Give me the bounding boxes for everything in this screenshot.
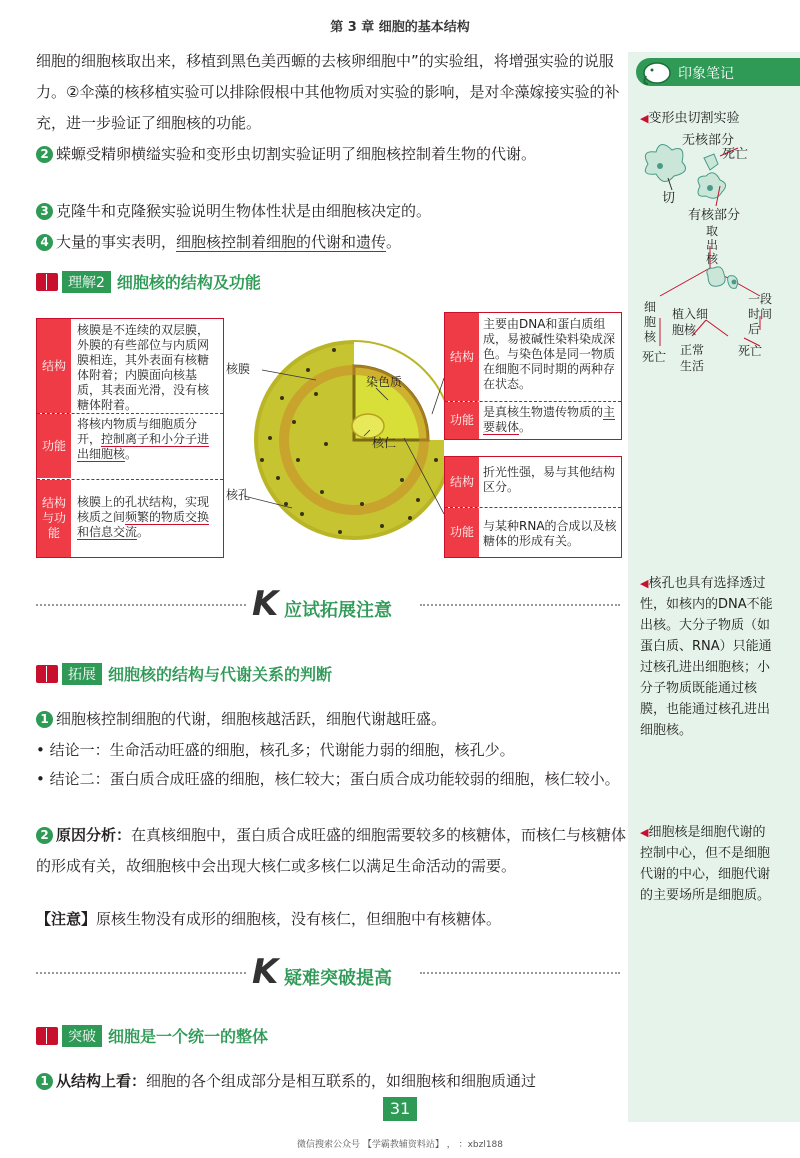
label-die-2: 死亡	[642, 350, 667, 364]
experiment-title: ◀变形虫切割实验	[640, 111, 740, 126]
footer-text: 微信搜索公众号 【学霸教辅资料站】 ， ：xbzl188	[296, 1140, 504, 1150]
label-membrane: 核膜	[226, 362, 251, 376]
nucleolus-structure-text: 折光性强，易与其他结构区分。	[483, 465, 616, 494]
page-number: 31	[383, 1097, 417, 1121]
label-take-out: 取出核	[706, 224, 719, 266]
pore-text: 核膜上的孔状结构，实现核质之间频繁的物质交换和信息交流。	[77, 495, 210, 539]
paragraph-2: 2 蝾螈受精卵横缢实验和变形虫切割实验证明了细胞核控制着生物的代谢。	[36, 139, 628, 170]
paragraph-q2: 2 原因分析：在真核细胞中，蛋白质合成旺盛的细胞需要较多的核糖体，而核仁与核糖体的形成有关，故细胞核中会出现大核仁或多核仁以满足生命活动的需要。	[36, 826, 627, 875]
label-after-time: 一段时间后	[748, 292, 773, 336]
banner-dots-right	[420, 604, 620, 606]
label-normal: 正常生活	[680, 343, 705, 373]
elephant-icon	[640, 56, 674, 86]
label-die-3: 死亡	[738, 344, 763, 358]
lab-nucleolus-function: 功能	[445, 508, 479, 557]
conclusion-2: • 结论二：蛋白质合成旺盛的细胞，核仁较大；蛋白质合成功能较弱的细胞，核仁较小。	[36, 770, 620, 788]
nucleus-illustration	[222, 318, 444, 556]
banner2-dots-left	[36, 972, 246, 974]
section-tag-breakthrough: 突破 细胞是一个统一的整体	[36, 1024, 268, 1046]
chapter-header	[0, 0, 800, 44]
sidebar-note-control: ◀细胞核是细胞代谢的控制中心，但不是细胞代谢的中心，细胞代谢的主要场所是细胞质。	[640, 825, 771, 903]
chromatin-box	[444, 312, 622, 440]
nucleolus-box	[444, 456, 622, 558]
label-chromatin: 染色质	[366, 375, 403, 389]
sidebar-note-pore: ◀核孔也具有选择透过性，如核内的DNA不能出核。大分子物质（如蛋白质、RNA）只能通过核孔进出细胞核；小分子物质既能通过核膜，也能通过核孔进出细胞核。	[640, 576, 773, 738]
paragraph-4: 4 大量的事实表明，细胞核控制着细胞的代谢和遗传。	[36, 227, 628, 258]
membrane-structure-text: 核膜是不连续的双层膜，外膜的有些部位与内质网膜相连，其外表面有核糖体附着；内膜面向核基质，其表面光滑，没有核糖体附着。	[77, 323, 210, 412]
label-cut: 切	[662, 191, 676, 206]
paragraph-1: 细胞的细胞核取出来，移植到黑色美西螈的去核卵细胞中”的实验组，将增强实验的说服力。②伞藻的核移植实验可以排除假根中其他物质对实验的影响，是对伞藻嫁接实验的补充，进一步验证了细胞核的功能。	[36, 52, 620, 132]
section-tag-extend: 拓展 细胞核的结构与代谢关系的判断	[36, 662, 332, 684]
banner-dots-left	[36, 604, 246, 606]
label-implant: 植入细胞核	[672, 307, 709, 337]
banner-k-icon: K	[252, 584, 279, 624]
paragraph-note: 【注意】原核生物没有成形的细胞核，没有核仁，但细胞中有核糖体。	[36, 910, 502, 928]
book-icon	[36, 1027, 58, 1045]
lab-chromatin-structure: 结构	[445, 313, 479, 401]
sidebar-heading: 印象笔记	[678, 66, 734, 82]
label-pore: 核孔	[226, 488, 251, 502]
banner2-k-icon: K	[252, 952, 279, 992]
lab-structure-function: 结构与功能	[37, 480, 71, 557]
chapter-title: 第 3 章 细胞的基本结构	[330, 20, 470, 35]
label-no-nucleus: 无核部分	[682, 133, 735, 148]
label-nucleolus: 核仁	[372, 436, 397, 450]
paragraph-3: 3 克隆牛和克隆猴实验说明生物体性状是由细胞核决定的。	[36, 196, 628, 227]
banner-title-breakthrough: 疑难突破提高	[284, 968, 392, 989]
paragraph-q1: 1 细胞核控制细胞的代谢，细胞核越活跃，细胞代谢越旺盛。	[36, 704, 628, 735]
banner2-dots-right	[420, 972, 620, 974]
label-cell-nucleus: 细胞核	[644, 300, 657, 344]
conclusion-1: • 结论一：生命活动旺盛的细胞，核孔多；代谢能力弱的细胞，核孔少。	[36, 741, 515, 759]
chromatin-function-text: 是真核生物遗传物质的主要载体。	[483, 405, 616, 434]
lab-chromatin-function: 功能	[445, 402, 479, 439]
section-tag-understand: 理解2 细胞核的结构及功能	[36, 270, 261, 292]
lab-function: 功能	[37, 414, 71, 478]
label-die-1: 死亡	[722, 147, 749, 162]
book-icon	[36, 273, 58, 291]
paragraph-structure: 1 从结构上看：细胞的各个组成部分是相互联系的，如细胞核和细胞质通过	[36, 1066, 628, 1097]
banner-title-exam: 应试拓展注意	[284, 600, 392, 621]
chromatin-structure-text: 主要由DNA和蛋白质组成，易被碱性染料染成深色。与染色体是同一物质在细胞不同时期的两种存在状态。	[483, 317, 616, 391]
label-has-nucleus: 有核部分	[688, 208, 741, 223]
left-info-box	[36, 318, 224, 558]
membrane-function-text: 将核内物质与细胞质分开，控制离子和小分子进出细胞核。	[77, 417, 210, 461]
nucleolus-function-text: 与某种RNA的合成以及核糖体的形成有关。	[483, 519, 617, 548]
lab-nucleolus-structure: 结构	[445, 457, 479, 507]
book-icon	[36, 665, 58, 683]
lab-structure: 结构	[37, 319, 71, 413]
